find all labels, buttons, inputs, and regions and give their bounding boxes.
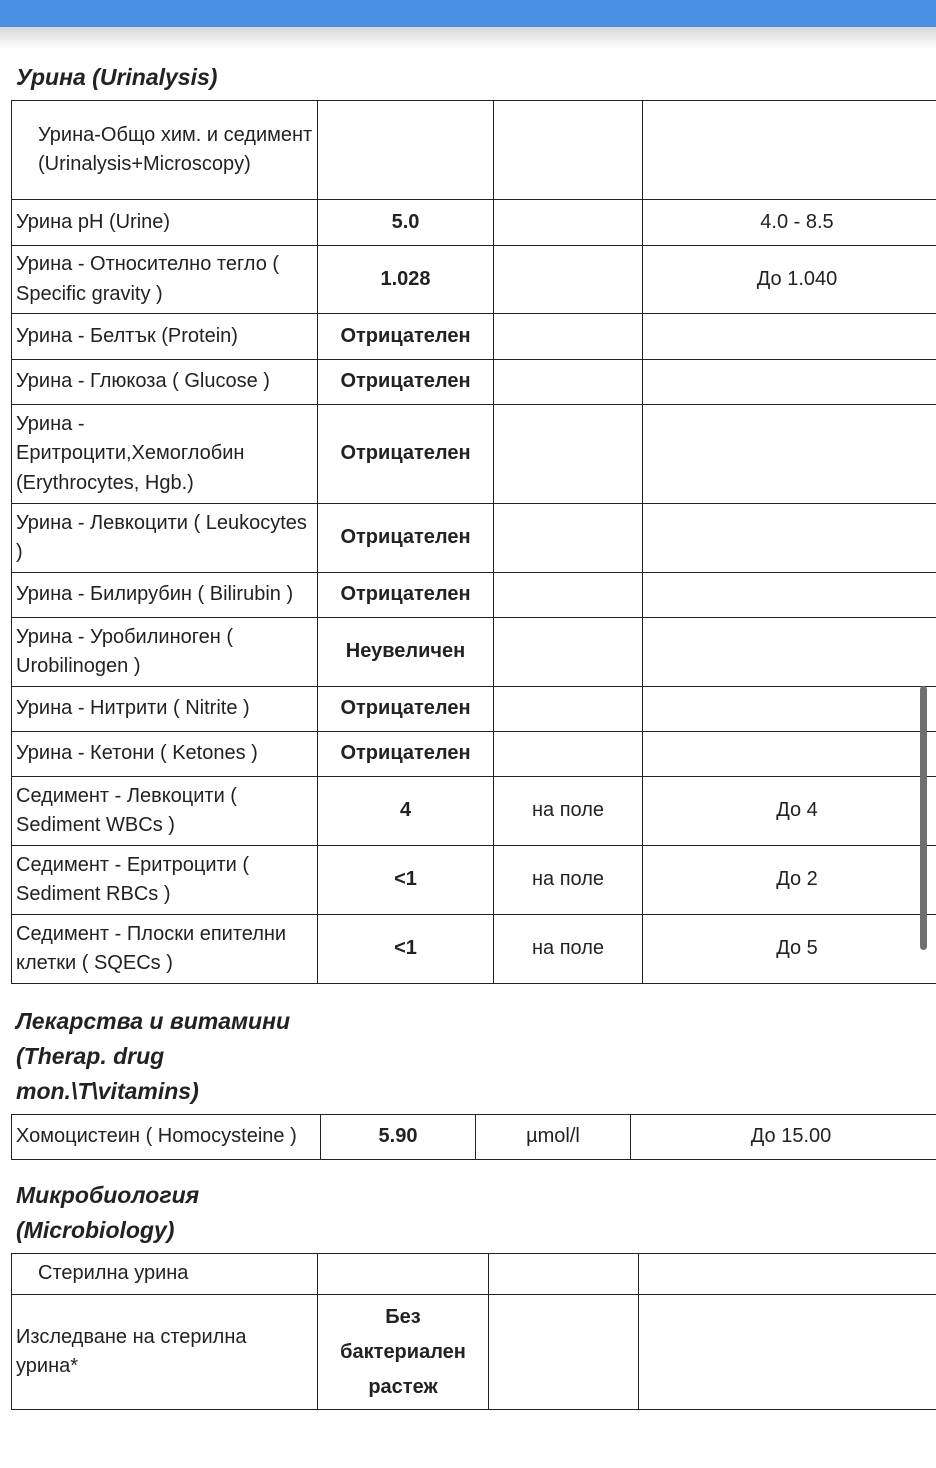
test-reference xyxy=(639,1254,936,1295)
table-row xyxy=(12,246,936,314)
table-row xyxy=(12,405,936,504)
top-app-bar xyxy=(0,0,936,27)
test-value: Отрицателен xyxy=(318,314,494,360)
test-value: 4 xyxy=(318,777,494,846)
test-reference xyxy=(643,504,936,573)
test-value: Отрицателен xyxy=(318,360,494,405)
test-name: Изследване на стерилна урина* xyxy=(12,1295,318,1410)
test-name: Урина - Относително тегло ( Specific gravity ) xyxy=(12,246,318,314)
top-bar-shadow xyxy=(0,27,936,49)
test-value: Без бактериален растеж xyxy=(318,1295,489,1410)
test-reference: 4.0 - 8.5 xyxy=(643,200,936,246)
table-row xyxy=(12,1295,936,1410)
table-row xyxy=(12,360,936,405)
test-reference xyxy=(643,618,936,687)
test-name: Седимент - Плоски епителни клетки ( SQECs ) xyxy=(12,915,318,984)
table-row xyxy=(12,846,936,915)
table-row xyxy=(12,732,936,777)
test-unit xyxy=(494,246,643,314)
section-title-drugs: Лекарства и витамини (Therap. drug mon.\T\vitamins) xyxy=(16,1008,291,1104)
test-unit: на поле xyxy=(494,846,643,915)
test-value: Отрицателен xyxy=(318,405,494,504)
test-value: Отрицателен xyxy=(318,573,494,618)
table-row xyxy=(12,314,936,360)
test-unit xyxy=(494,360,643,405)
test-name: Урина - Нитрити ( Nitrite ) xyxy=(12,687,318,732)
urinalysis-table xyxy=(11,100,936,984)
table-row xyxy=(12,573,936,618)
test-value: Неувеличен xyxy=(318,618,494,687)
test-reference xyxy=(643,573,936,618)
test-unit xyxy=(494,314,643,360)
test-unit xyxy=(494,504,643,573)
test-unit: на поле xyxy=(494,777,643,846)
test-value: 1.028 xyxy=(318,246,494,314)
test-value: Отрицателен xyxy=(318,504,494,573)
table-row xyxy=(12,1254,936,1295)
test-unit xyxy=(494,101,643,200)
test-unit xyxy=(494,732,643,777)
test-reference xyxy=(643,405,936,504)
test-value xyxy=(318,1254,489,1295)
test-name: Урина-Общо хим. и седимент (Urinalysis+Microscopy) xyxy=(12,101,318,200)
test-unit: на поле xyxy=(494,915,643,984)
test-name: Хомоцистеин ( Homocysteine ) xyxy=(12,1115,321,1160)
table-row xyxy=(12,200,936,246)
table-row xyxy=(12,504,936,573)
test-reference: До 4 xyxy=(643,777,936,846)
test-value: 5.0 xyxy=(318,200,494,246)
table-row xyxy=(12,915,936,984)
test-name: Седимент - Еритроцити ( Sediment RBCs ) xyxy=(12,846,318,915)
test-reference: До 5 xyxy=(643,915,936,984)
test-name: Урина - Левкоцити ( Leukocytes ) xyxy=(12,504,318,573)
table-row xyxy=(12,618,936,687)
table-row xyxy=(12,687,936,732)
test-reference xyxy=(643,687,936,732)
table-row xyxy=(12,1115,936,1160)
test-value: <1 xyxy=(318,846,494,915)
test-unit xyxy=(489,1254,639,1295)
scrollbar-thumb[interactable] xyxy=(920,686,927,950)
test-value: <1 xyxy=(318,915,494,984)
test-name: Урина - Еритроцити,Хемоглобин (Erythrocytes, Hgb.) xyxy=(12,405,318,504)
test-unit xyxy=(494,200,643,246)
test-reference xyxy=(643,314,936,360)
microbiology-table xyxy=(11,1253,936,1410)
test-name: Урина - Уробилиноген ( Urobilinogen ) xyxy=(12,618,318,687)
test-name: Урина - Глюкоза ( Glucose ) xyxy=(12,360,318,405)
section-title-urinalysis: Урина (Urinalysis) xyxy=(16,64,218,90)
section-title-microbiology: Микробиология (Microbiology) xyxy=(16,1182,200,1243)
test-value xyxy=(318,101,494,200)
test-unit xyxy=(489,1295,639,1410)
test-unit xyxy=(494,405,643,504)
test-name: Стерилна урина xyxy=(12,1254,318,1295)
test-unit xyxy=(494,687,643,732)
test-unit: µmol/l xyxy=(476,1115,631,1160)
test-reference xyxy=(643,360,936,405)
test-value: Отрицателен xyxy=(318,732,494,777)
test-name: Седимент - Левкоцити ( Sediment WBCs ) xyxy=(12,777,318,846)
test-reference: До 2 xyxy=(643,846,936,915)
test-unit xyxy=(494,618,643,687)
test-value: 5.90 xyxy=(321,1115,476,1160)
test-name: Урина - Билирубин ( Bilirubin ) xyxy=(12,573,318,618)
drugs-table xyxy=(11,1114,936,1160)
test-reference xyxy=(643,101,936,200)
table-row xyxy=(12,101,936,200)
test-reference: До 1.040 xyxy=(643,246,936,314)
test-name: Урина pH (Urine) xyxy=(12,200,318,246)
test-name: Урина - Кетони ( Ketones ) xyxy=(12,732,318,777)
test-reference xyxy=(643,732,936,777)
test-reference: До 15.00 xyxy=(631,1115,936,1160)
test-value: Отрицателен xyxy=(318,687,494,732)
table-row xyxy=(12,777,936,846)
test-reference xyxy=(639,1295,936,1410)
test-name: Урина - Белтък (Protein) xyxy=(12,314,318,360)
test-unit xyxy=(494,573,643,618)
